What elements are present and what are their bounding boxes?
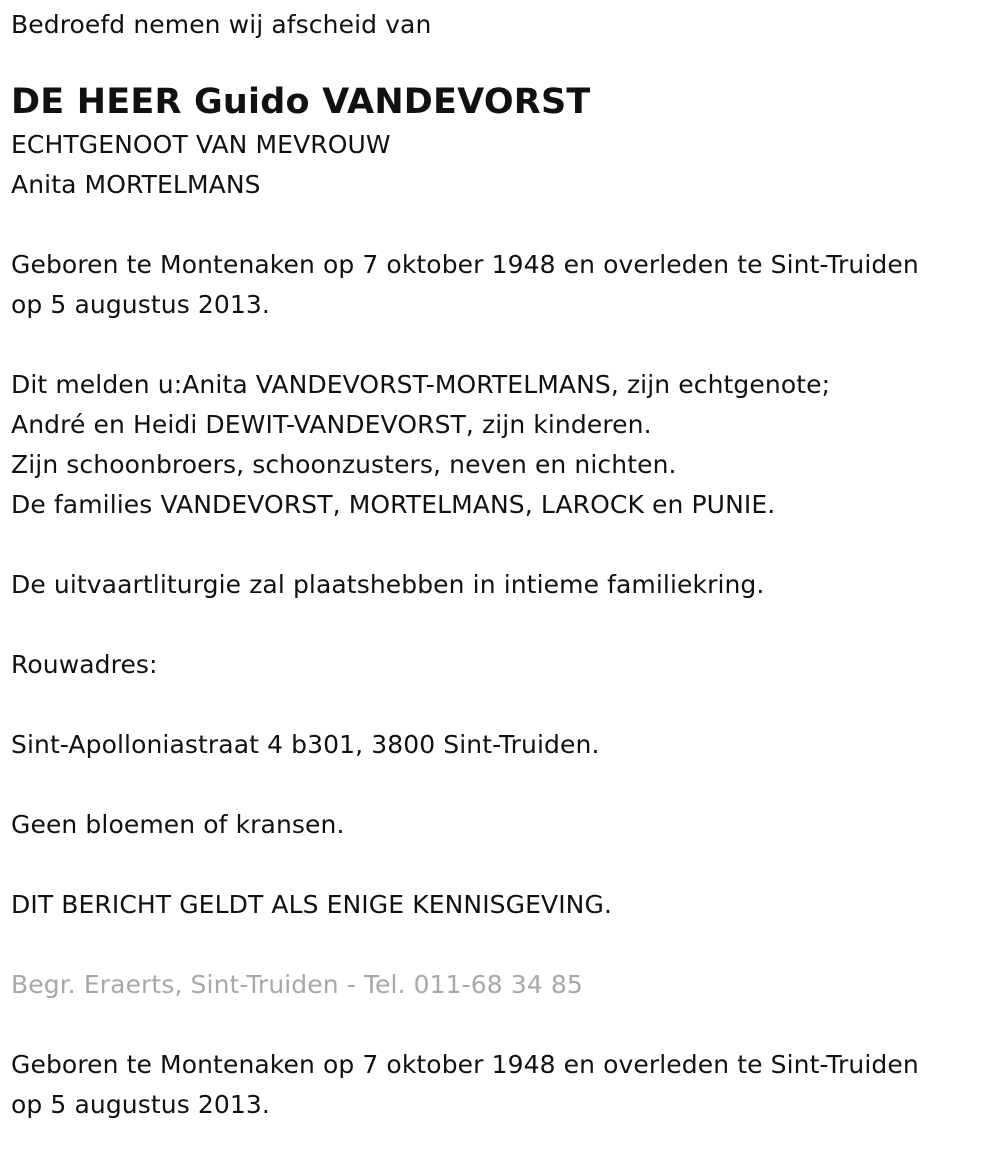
spacer: [11, 765, 1000, 805]
deceased-name: DE HEER Guido VANDEVORST: [11, 82, 591, 122]
spacer: [11, 685, 1000, 725]
family-line: Zijn schoonbroers, schoonzusters, neven en nichten.: [11, 450, 677, 479]
spacer: [11, 845, 1000, 885]
family-line: André en Heidi DEWIT-VANDEVORST, zijn kinderen.: [11, 410, 652, 439]
obituary-notice: [0, 5, 1000, 1153]
official-notice-text: DIT BERICHT GELDT ALS ENIGE KENNISGEVING.: [11, 890, 612, 919]
address-label: Rouwadres:: [11, 650, 158, 679]
flowers-text: Geen bloemen of kransen.: [11, 810, 345, 839]
family-line: Dit melden u:Anita VANDEVORST-MORTELMANS, zijn echtgenote;: [11, 370, 831, 399]
family-line: De families VANDEVORST, MORTELMANS, LAROCK en PUNIE.: [11, 490, 776, 519]
spacer: [11, 325, 1000, 365]
birth-death-line: op 5 augustus 2013.: [11, 290, 270, 319]
intro-text: Bedroefd nemen wij afscheid van: [11, 10, 432, 39]
spouse-title: ECHTGENOOT VAN MEVROUW: [11, 130, 391, 159]
spouse-name: Anita MORTELMANS: [11, 170, 261, 199]
birth-death-line: Geboren te Montenaken op 7 oktober 1948 en overleden te Sint-Truiden: [11, 250, 919, 279]
spacer: [11, 605, 1000, 645]
funeral-home-contact: Begr. Eraerts, Sint-Truiden - Tel. 011-68 34 85: [11, 970, 583, 999]
mourning-address: Sint-Apolloniastraat 4 b301, 3800 Sint-Truiden.: [11, 730, 600, 759]
spacer: [11, 525, 1000, 565]
birth-death-line-repeat: Geboren te Montenaken op 7 oktober 1948 en overleden te Sint-Truiden: [11, 1050, 919, 1079]
spacer: [11, 205, 1000, 245]
birth-death-line-repeat: op 5 augustus 2013.: [11, 1090, 270, 1119]
spacer: [11, 925, 1000, 965]
spacer: [11, 1005, 1000, 1045]
liturgy-text: De uitvaartliturgie zal plaatshebben in intieme familiekring.: [11, 570, 765, 599]
